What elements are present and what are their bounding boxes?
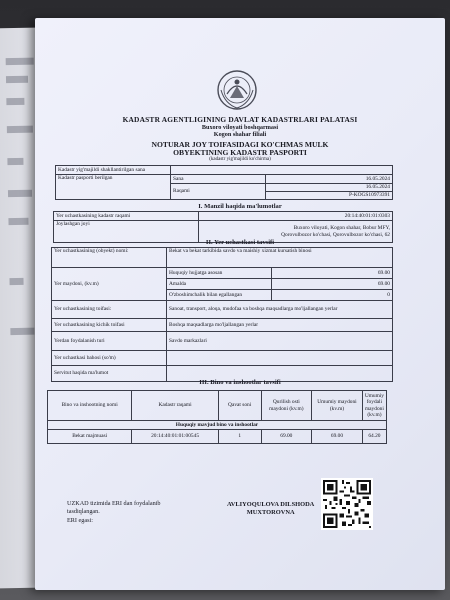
- category-label: Yer uchastkasining toifasi:: [52, 301, 167, 319]
- buildings-subheader: Huquqiy mavjud bino va inshootlar: [48, 421, 387, 430]
- subcategory-value: Boshqa maqsadlarga mo'ljallangan yerlar: [167, 319, 393, 332]
- signature-note-line2: tasdiqlangan.: [67, 508, 100, 516]
- col-building-name: Bino va inshootning nomi: [48, 391, 132, 421]
- raqami-date: 16.05.2024: [266, 184, 393, 192]
- land-price-value: [167, 351, 393, 366]
- area-unauthorized-value: 0: [272, 290, 393, 301]
- area-unauthorized-label: O'zboshimchalik bilan egallangan: [167, 290, 272, 301]
- col-useful-area: Umumiy foydali maydoni (kv.m): [362, 391, 386, 421]
- document-subtitle: (kadastr yig'majildi ko'chirma): [209, 157, 271, 162]
- sana-label: Sana: [171, 175, 266, 184]
- table-row: [48, 430, 387, 444]
- signer-name-line1: AVLIYOQULOVA DILSHODA: [227, 501, 315, 508]
- sana-value: 16.05.2024: [266, 175, 393, 184]
- object-name-value: Bekat va bekat tarkibida savdo va maishiy xizmat kursatish binosi: [167, 248, 393, 268]
- formation-date-label: Kadastr yig'majildi shakllantirilgan sana: [56, 166, 171, 175]
- area-legal-label: Huquqiy hujjatga asosan: [167, 268, 272, 279]
- section3-title: III. Bino va inshootlar tavsifi: [199, 379, 281, 386]
- address-line1: Buxoro viloyati, Kogon shahar, Bobur MFY,: [293, 225, 390, 232]
- state-emblem-icon: [215, 68, 259, 112]
- passport-info-table: [55, 165, 393, 200]
- subcategory-label: Yer uchastkasining kichik toifasi: [52, 319, 167, 332]
- land-price-label: Yer uchastkasi bahosi (so'm): [52, 351, 167, 366]
- area-actual-label: Amalda: [167, 279, 272, 290]
- region-name: Buxoro viloyati boshqarmasi: [201, 124, 279, 131]
- category-value: Sanoat, transport, aloqa, mudofaa va boshqa maqsadlarga mo'ljallangan yerlar: [167, 301, 393, 319]
- document-title-line2: OBYEKTINING KADASTR PASPORTI: [173, 148, 307, 157]
- land-use-label: Yerdan foydalanish turi: [52, 332, 167, 351]
- col-footprint: Qurilish osti maydoni (kv.m): [261, 391, 312, 421]
- building-cadastral-number: 20:14:40:01:01:00545: [132, 430, 219, 444]
- raqami-label: Raqami: [171, 184, 266, 200]
- signer-name: [227, 501, 314, 518]
- col-total-area: Umumiy maydoni (kv.m): [312, 391, 363, 421]
- agency-name: KADASTR AGENTLIGINING DAVLAT KADASTRLARI PALATASI: [122, 115, 358, 124]
- building-total-area: 69.00: [312, 430, 363, 444]
- document-title-line1: NOTURAR JOY TOIFASIDAGI KO'CHMAS MULK: [151, 140, 329, 149]
- object-name-label: Yer uchastkasining (obyekt) nomi:: [52, 248, 167, 268]
- col-floors: Qavat soni: [218, 391, 261, 421]
- land-plot-table: [51, 247, 393, 382]
- servitut-label: Servitut haqida ma'lumot: [52, 366, 167, 382]
- signature-note-line1: UZKAD tizimida ERI dan foydalanib: [67, 500, 161, 507]
- signature-note-line3: ERI egasi:: [67, 516, 93, 524]
- land-use-value: Savdo markazlari: [167, 332, 393, 351]
- raqami-value: P-KOGS10973391: [266, 192, 393, 200]
- address-label: Joylashgan joyi: [54, 221, 199, 243]
- passport-issued-label: Kadastr pasporti berilgan: [56, 175, 171, 200]
- address-line2: Qorovulbozor ko'chasi, Qorovulbozor ko'chasi, 62: [281, 231, 390, 238]
- area-actual-value: 69.00: [272, 279, 393, 290]
- building-useful-area: 64.20: [362, 430, 386, 444]
- cadastral-number-value: 20:14:40:01:01:0303: [199, 212, 393, 221]
- buildings-table: [47, 390, 387, 444]
- qr-code-icon: [321, 478, 373, 530]
- area-label: Yer maydoni, (kv.m): [52, 268, 167, 301]
- area-legal-value: 69.00: [272, 268, 393, 279]
- section2-title: II. Yer uchastkasi tavsifi: [205, 239, 275, 246]
- document-page: [35, 18, 445, 590]
- signature-note: [67, 500, 160, 525]
- cadastral-number-label: Yer uchastkasining kadastr raqami: [54, 212, 199, 221]
- section1-title: I. Manzil haqida ma'lumotlar: [198, 203, 282, 210]
- signer-name-line2: MUXTOROVNA: [246, 509, 295, 517]
- building-floors: 1: [218, 430, 261, 444]
- branch-name: Kogon shahar filiali: [213, 131, 267, 138]
- building-name: Bekat majmuasi: [48, 430, 132, 444]
- building-footprint: 69.00: [261, 430, 312, 444]
- col-cadastral-number: Kadastr raqami: [132, 391, 219, 421]
